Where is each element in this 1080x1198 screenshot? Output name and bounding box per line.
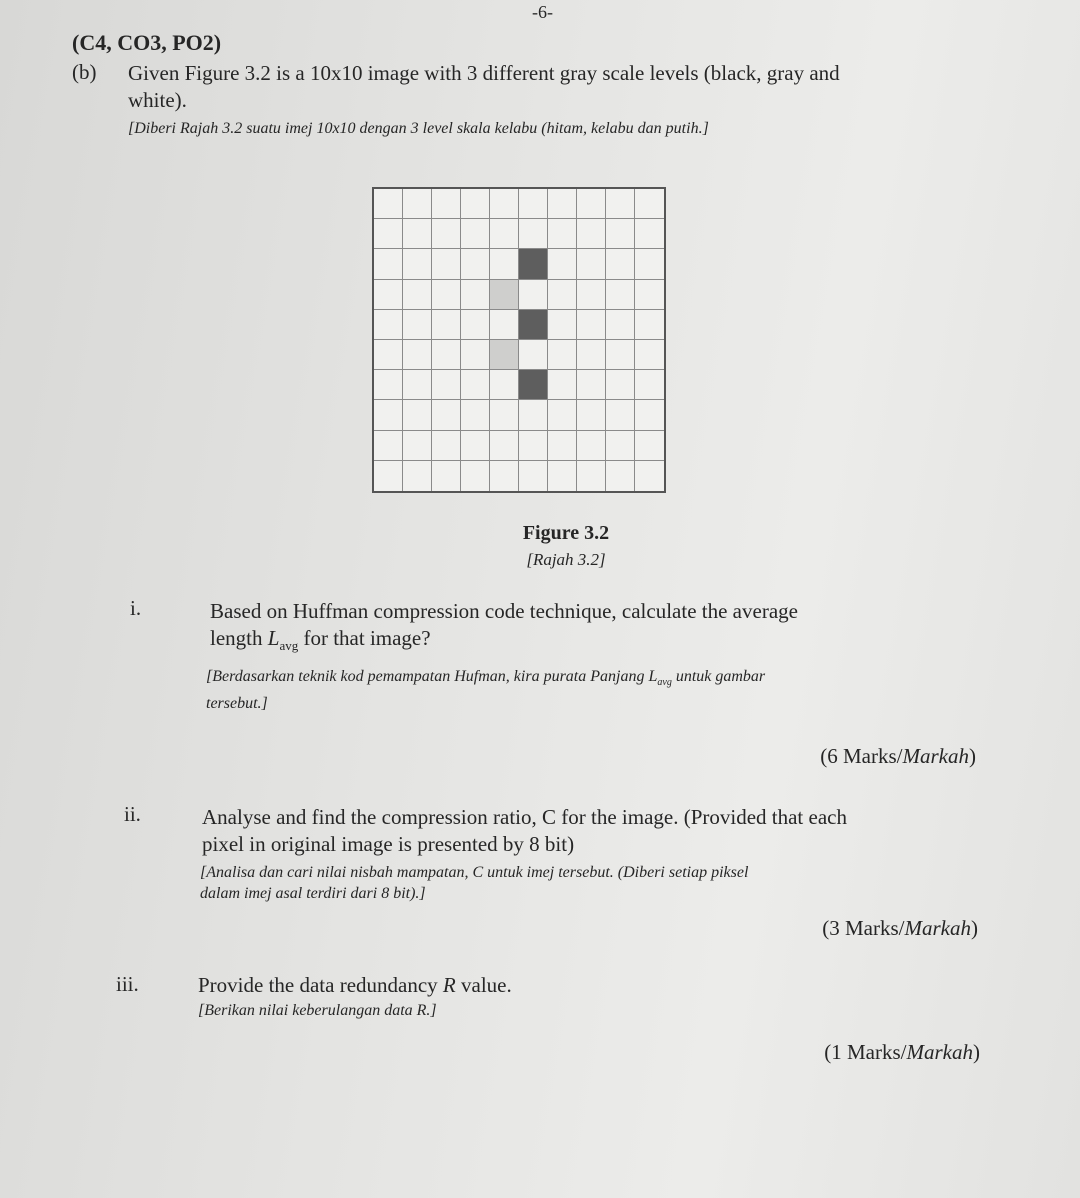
pixel-cell-white (577, 189, 606, 219)
pixel-cell-white (432, 370, 461, 400)
pixel-cell-white (635, 219, 664, 249)
pixel-cell-white (432, 280, 461, 310)
pixel-cell-white (432, 249, 461, 279)
pixel-cell-white (490, 219, 519, 249)
figure-grid (372, 187, 666, 493)
pixel-cell-white (490, 431, 519, 461)
pixel-cell-white (635, 340, 664, 370)
pixel-cell-white (577, 340, 606, 370)
pixel-cell-white (374, 280, 403, 310)
sub-question-ii-malay-line1: [Analisa dan cari nilai nisbah mampatan, C untuk imej tersebut. (Diberi setiap piksel (200, 864, 749, 881)
pixel-cell-white (519, 219, 548, 249)
pixel-cell-white (635, 189, 664, 219)
pixel-cell-white (490, 249, 519, 279)
pixel-cell-white (403, 249, 432, 279)
pixel-cell-white (577, 310, 606, 340)
pixel-cell-white (461, 280, 490, 310)
pixel-cell-white (432, 219, 461, 249)
pixel-cell-white (432, 400, 461, 430)
pixel-cell-white (548, 310, 577, 340)
pixel-cell-white (519, 400, 548, 430)
pixel-cell-white (374, 340, 403, 370)
pixel-cell-white (635, 370, 664, 400)
pixel-cell-white (374, 310, 403, 340)
sub-question-iii-numeral: iii. (116, 972, 139, 996)
sub-question-i-text (210, 598, 990, 659)
pixel-cell-white (635, 400, 664, 430)
pixel-cell-white (519, 189, 548, 219)
pixel-cell-black (519, 370, 548, 400)
pixel-cell-white (461, 431, 490, 461)
l-avg-symbol: L (267, 626, 280, 650)
sub-question-ii-text (202, 804, 1002, 858)
pixel-cell-white (577, 219, 606, 249)
pixel-cell-white (548, 431, 577, 461)
pixel-cell-white (519, 461, 548, 491)
sub-question-iii-marks: (1 Marks/Markah) (824, 1040, 980, 1064)
pixel-cell-white (374, 400, 403, 430)
pixel-cell-white (490, 189, 519, 219)
question-b-line2: white). (128, 88, 187, 112)
part-label: (b) (72, 60, 97, 84)
pixel-cell-white (461, 310, 490, 340)
pixel-cell-white (606, 189, 635, 219)
pixel-cell-white (548, 340, 577, 370)
pixel-cell-white (635, 310, 664, 340)
figure-caption-malay: [Rajah 3.2] (526, 550, 606, 569)
pixel-cell-white (606, 461, 635, 491)
pixel-cell-white (461, 189, 490, 219)
pixel-cell-white (432, 189, 461, 219)
sub-question-iii-malay: [Berikan nilai keberulangan data R.] (198, 1002, 437, 1019)
pixel-cell-gray (490, 340, 519, 370)
pixel-cell-white (606, 219, 635, 249)
pixel-cell-white (461, 249, 490, 279)
pixel-cell-white (606, 249, 635, 279)
pixel-cell-white (519, 431, 548, 461)
pixel-cell-white (635, 461, 664, 491)
pixel-cell-white (548, 280, 577, 310)
pixel-cell-white (490, 370, 519, 400)
pixel-cell-white (519, 340, 548, 370)
question-b-malay: [Diberi Rajah 3.2 suatu imej 10x10 dengan 3 level skala kelabu (hitam, kelabu dan putih.] (128, 120, 709, 137)
pixel-cell-white (374, 249, 403, 279)
pixel-cell-white (374, 431, 403, 461)
sub-question-i-malay-line2: tersebut.] (206, 695, 268, 713)
pixel-cell-white (548, 461, 577, 491)
pixel-cell-white (403, 431, 432, 461)
sub-question-iii-text: Provide the data redundancy R value. (198, 973, 512, 997)
pixel-cell-white (577, 461, 606, 491)
pixel-cell-white (461, 340, 490, 370)
pixel-cell-white (577, 370, 606, 400)
pixel-cell-white (403, 219, 432, 249)
pixel-cell-white (606, 431, 635, 461)
pixel-cell-white (490, 461, 519, 491)
pixel-cell-white (606, 370, 635, 400)
pixel-cell-white (548, 370, 577, 400)
pixel-cell-black (519, 310, 548, 340)
pixel-cell-white (432, 431, 461, 461)
pixel-cell-white (577, 400, 606, 430)
sub-question-ii-marks: (3 Marks/Markah) (822, 916, 978, 940)
pixel-cell-white (374, 461, 403, 491)
sub-question-ii-numeral: ii. (124, 802, 141, 826)
pixel-cell-white (432, 340, 461, 370)
pixel-cell-white (490, 310, 519, 340)
pixel-cell-white (461, 219, 490, 249)
pixel-cell-white (403, 310, 432, 340)
sub-question-ii-malay-line2: dalam imej asal terdiri dari 8 bit).] (200, 885, 426, 902)
pixel-cell-white (374, 219, 403, 249)
r-symbol: R (442, 973, 456, 997)
pixel-cell-white (403, 461, 432, 491)
pixel-cell-white (374, 370, 403, 400)
pixel-cell-white (606, 340, 635, 370)
pixel-cell-white (548, 219, 577, 249)
pixel-cell-white (606, 310, 635, 340)
pixel-cell-white (606, 400, 635, 430)
pixel-cell-white (577, 249, 606, 279)
pixel-cell-white (577, 431, 606, 461)
sub-question-ii-malay (200, 862, 1000, 904)
pixel-cell-white (548, 400, 577, 430)
sub-question-i-line2: length $L_{avg}$ for that image? (210, 626, 431, 654)
sub-question-i-line1: Based on Huffman compression code technique, calculate the average (210, 599, 798, 623)
pixel-cell-white (606, 280, 635, 310)
pixel-cell-white (403, 189, 432, 219)
pixel-cell-gray (490, 280, 519, 310)
pixel-cell-white (635, 431, 664, 461)
course-outcome-header: (C4, CO3, PO2) (72, 30, 222, 55)
pixel-cell-white (548, 249, 577, 279)
question-b-text (128, 60, 1008, 114)
sub-question-i-malay (206, 666, 986, 714)
pixel-cell-white (490, 400, 519, 430)
pixel-cell-white (635, 249, 664, 279)
pixel-grid (374, 189, 664, 491)
page-number: -6- (532, 2, 553, 22)
sub-question-i-numeral: i. (130, 596, 142, 620)
pixel-cell-white (432, 461, 461, 491)
pixel-cell-black (519, 249, 548, 279)
pixel-cell-white (461, 370, 490, 400)
question-b-line1: Given Figure 3.2 is a 10x10 image with 3 different gray scale levels (black, gray and (128, 61, 840, 85)
sub-question-ii-line2: pixel in original image is presented by 8 bit) (202, 832, 575, 856)
pixel-cell-white (635, 280, 664, 310)
sub-question-ii-line1: Analyse and find the compression ratio, C for the image. (Provided that each (202, 805, 847, 829)
sub-question-i-marks: (6 Marks/Markah) (820, 744, 976, 768)
sub-question-i-malay-line1: [Berdasarkan teknik kod pemampatan Hufman, kira purata Panjang $L_{avg}$ untuk gambar (206, 668, 766, 689)
pixel-cell-white (403, 370, 432, 400)
pixel-cell-white (548, 189, 577, 219)
pixel-cell-white (403, 340, 432, 370)
figure-caption: Figure 3.2 (522, 522, 610, 544)
pixel-cell-white (461, 400, 490, 430)
pixel-cell-white (403, 280, 432, 310)
pixel-cell-white (577, 280, 606, 310)
pixel-cell-white (461, 461, 490, 491)
pixel-cell-white (519, 280, 548, 310)
pixel-cell-white (374, 189, 403, 219)
pixel-cell-white (432, 310, 461, 340)
pixel-cell-white (403, 400, 432, 430)
